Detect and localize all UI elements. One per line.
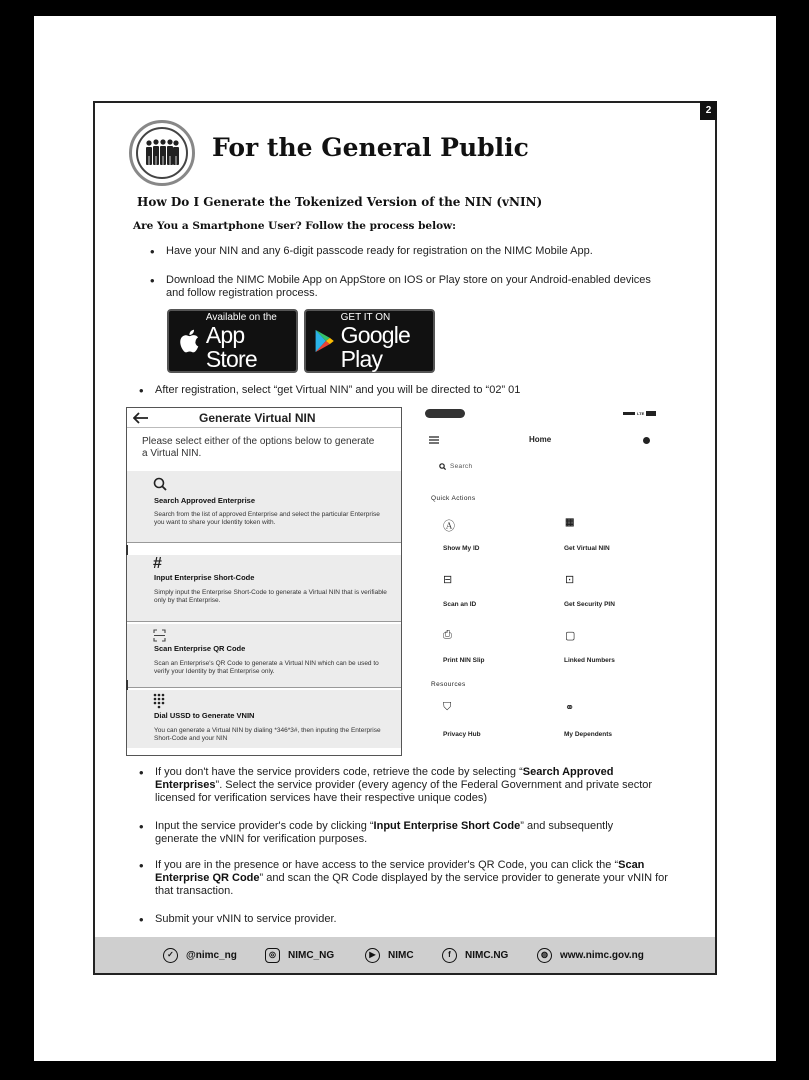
google-play-badge[interactable] [304,309,435,373]
footer-instagram[interactable] [265,948,334,963]
bullet-item: • After registration, select “get Virtual NIN” and you will be directed to “02” 01 [155,384,675,397]
scan-icon: ⊟ [443,574,453,586]
bullet-text: ” and scan the QR Code displayed by the service provider to generate your vNIN for that transaction. [155,872,668,897]
public-logo-icon [129,120,195,186]
battery-icon [646,411,656,416]
divider [126,545,128,555]
search-placeholder: Search [450,463,473,470]
search-icon [439,463,446,470]
option-desc: Simply input the Enterprise Short-Code to generate a Virtual NIN that is verifiable only by that Enterprise. [154,589,387,604]
printer-icon: ⎙ [443,629,452,641]
bullet-item [155,859,675,898]
quick-actions-label: Quick Actions [431,495,476,502]
option-dial-ussd[interactable] [127,690,401,748]
id-icon: Ⓐ [443,519,456,533]
settings-icon[interactable] [642,436,651,445]
link-icon: ⚭ [565,702,575,714]
option-desc: Scan an Enterprise's QR Code to generate a Virtual NIN which can be used to verify your Identity by that Enterprise only. [154,660,379,675]
arrow-left-icon[interactable] [133,412,149,424]
footer-bar [95,937,715,973]
youtube-icon: ▶ [365,948,380,963]
dialpad-icon [153,693,165,709]
bullet-item [155,913,655,926]
google-play-icon [314,326,335,356]
bullet-text: If you don't have the service providers code, retrieve the code by selecting “ [155,766,523,778]
footer-text: NIMC_NG [288,950,335,961]
globe-icon: ◍ [537,948,552,963]
page-number: 2 [700,101,717,120]
home-screen [413,407,683,747]
option-title: Scan Enterprise QR Code [154,644,246,653]
footer-text: @nimc_ng [186,950,237,961]
quick-action-label: Get Virtual NIN [564,545,610,552]
page-frame [93,101,717,975]
option-search-approved-enterprise[interactable] [127,471,401,543]
bullet-text: Input the service provider's code by clicking “ [155,820,374,832]
network-label: LTE [637,411,645,416]
status-bar [623,411,656,416]
quick-action-label: Get Security PIN [564,601,615,608]
quick-action-label: Scan an ID [443,601,477,608]
qr-scan-icon [153,629,166,642]
bullet-item: • Download the NIMC Mobile App on AppStore on IOS or Play store on your Android-enabled devices and follow registration process. [166,274,656,300]
bullet-text: ”. Select the service provider (every agency of the Federal Government and private sector licensed for verification services have their respective unique codes) [155,779,653,804]
generate-vnin-screen [126,407,402,756]
resource-label: Privacy Hub [443,731,481,738]
hash-icon: # [153,555,162,572]
footer-website[interactable] [537,948,644,963]
resource-label: My Dependents [564,731,613,738]
qr-icon: ▦ [565,517,575,528]
quick-action-label: Linked Numbers [564,657,615,664]
page-title: For the General Public [212,133,529,162]
app-store-small-text: Available on the [205,311,277,323]
search-icon [153,477,167,491]
app-store-big-text: App Store [205,321,257,372]
option-input-short-code[interactable] [127,555,401,622]
search-input[interactable] [439,463,472,470]
option-desc: Search from the list of approved Enterprise and select the particular Enterprise you want to share your Identity token with. [154,511,380,526]
bullet-text: Submit your vNIN to service provider. [155,913,337,925]
section-heading: How Do I Generate the Tokenized Version of the NIN (vNIN) [137,195,543,209]
footer-text: NIMC.NG [465,950,509,961]
notch [425,409,465,418]
shield-icon: ⛉ [443,701,452,713]
screen-intro: Please select either of the options below to generate a Virtual NIN. [142,436,375,459]
resources-label: Resources [431,681,466,688]
bullet-bold: Input Enterprise Short Code [373,820,521,832]
footer-text: NIMC [388,950,414,961]
phone-icon: ▢ [565,630,576,642]
option-title: Search Approved Enterprise [154,496,256,505]
home-title: Home [529,435,552,444]
option-title: Dial USSD to Generate VNIN [154,711,255,720]
google-play-small-text: GET IT ON [340,311,391,323]
footer-youtube[interactable] [365,948,414,963]
bullet-item [155,766,655,805]
lock-icon: ⊡ [565,574,575,586]
footer-twitter[interactable] [163,948,237,963]
footer-text: www.nimc.gov.ng [560,950,644,961]
bullet-text: ” and subsequently generate the vNIN for verification purposes. [155,820,614,845]
menu-icon[interactable] [429,436,439,444]
screen-title: Generate Virtual NIN [199,411,316,425]
facebook-icon: f [442,948,457,963]
twitter-icon: ✓ [163,948,178,963]
bullet-bold: Scan Enterprise QR Code [155,859,645,884]
quick-action-label: Show My ID [443,545,480,552]
signal-icon [623,412,635,415]
apple-icon [179,328,200,354]
instagram-icon: ◎ [265,948,280,963]
screen-header [127,408,401,428]
bullet-text: If you are in the presence or have access to the service provider's QR Code, you can click the “ [155,859,619,871]
divider [126,680,128,690]
bullet-bold: Search Approved Enterprises [155,766,614,791]
section-subheading: Are You a Smartphone User? Follow the process below: [133,220,457,232]
bullet-item [155,820,655,846]
option-title: Input Enterprise Short-Code [154,573,255,582]
option-desc: You can generate a Virtual NIN by dialing *346*3#, then inputing the Enterprise Short-Code and your NIN [154,727,381,742]
option-scan-qr-code[interactable] [127,624,401,688]
app-store-badge[interactable] [167,309,298,373]
bullet-item: • Have your NIN and any 6-digit passcode ready for registration on the NIMC Mobile App. [166,245,686,258]
quick-action-label: Print NIN Slip [443,657,485,664]
footer-facebook[interactable] [442,948,508,963]
google-play-big-text: Google Play [340,321,410,372]
